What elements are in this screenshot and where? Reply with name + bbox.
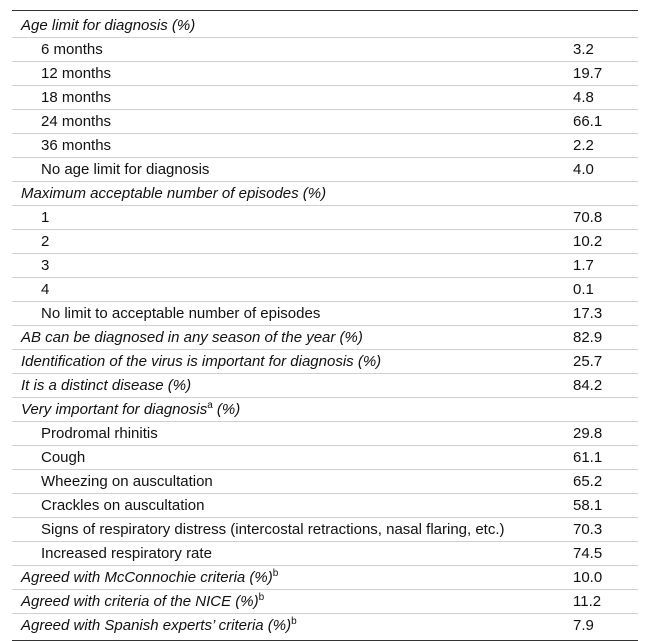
- row-value: 10.2: [573, 233, 603, 250]
- row-label: [12, 185, 573, 202]
- row-value: 61.1: [573, 449, 603, 466]
- row-value: 65.2: [573, 473, 603, 490]
- row-label: [12, 17, 573, 34]
- table-row: [12, 230, 638, 254]
- row-value: 84.2: [573, 377, 603, 394]
- row-label: [12, 209, 573, 226]
- row-label: [12, 593, 573, 610]
- table-section-row: [12, 374, 638, 398]
- row-label-text: 12 months: [41, 65, 112, 82]
- row-label: [12, 497, 573, 514]
- row-label: [12, 41, 573, 58]
- row-label: [12, 545, 573, 562]
- row-label: [12, 329, 573, 346]
- row-label-text: Prodromal rhinitis: [41, 425, 158, 442]
- table-row: [12, 446, 638, 470]
- table-row: [12, 518, 638, 542]
- row-label-text: Agreed with McConnochie criteria (%): [21, 569, 273, 586]
- table-row: [12, 86, 638, 110]
- row-label-suffix: (%): [212, 401, 241, 418]
- row-value: 74.5: [573, 545, 603, 562]
- row-value: 4.8: [573, 89, 594, 106]
- table-section-row: [12, 590, 638, 614]
- table-section-row: [12, 566, 638, 590]
- table-row: [12, 422, 638, 446]
- row-label: [12, 521, 573, 538]
- table-section-row: [12, 182, 638, 206]
- row-label: [12, 425, 573, 442]
- table-row: [12, 494, 638, 518]
- row-label-text: 2: [41, 233, 50, 250]
- row-label: [12, 161, 573, 178]
- table-row: [12, 542, 638, 566]
- row-label-text: Very important for diagnosis: [21, 401, 208, 418]
- row-value: 70.8: [573, 209, 603, 226]
- row-label-text: 18 months: [41, 89, 112, 106]
- row-label-text: Increased respiratory rate: [41, 545, 212, 562]
- table-row: [12, 254, 638, 278]
- footnote-marker: b: [291, 616, 297, 627]
- footnote-marker: a: [207, 400, 213, 411]
- row-value: 4.0: [573, 161, 594, 178]
- table-section-row: [12, 614, 638, 637]
- table-row: [12, 38, 638, 62]
- row-label: [12, 305, 573, 322]
- row-label-text: Wheezing on auscultation: [41, 473, 213, 490]
- table-row: [12, 206, 638, 230]
- row-value: 19.7: [573, 65, 603, 82]
- table-section-row: [12, 14, 638, 38]
- row-value: 29.8: [573, 425, 603, 442]
- row-label-text: 24 months: [41, 113, 112, 130]
- row-value: 0.1: [573, 281, 594, 298]
- row-label-text: Crackles on auscultation: [41, 497, 205, 514]
- row-label: [12, 113, 573, 130]
- row-label: [12, 401, 573, 418]
- survey-results-table: [12, 10, 638, 641]
- row-label-text: No age limit for diagnosis: [41, 161, 210, 178]
- row-label-text: Cough: [41, 449, 86, 466]
- row-label-text: It is a distinct disease (%): [21, 377, 192, 394]
- table-row: [12, 62, 638, 86]
- row-label: [12, 569, 573, 586]
- row-label: [12, 65, 573, 82]
- table-row: [12, 470, 638, 494]
- row-label-text: 6 months: [41, 41, 103, 58]
- table-row: [12, 134, 638, 158]
- row-label-text: 3: [41, 257, 50, 274]
- table-row: [12, 302, 638, 326]
- table-section-row: [12, 350, 638, 374]
- row-label-text: Age limit for diagnosis (%): [21, 17, 196, 34]
- row-value: 11.2: [573, 593, 602, 610]
- footnote-marker: b: [258, 592, 265, 603]
- footnote-marker: b: [272, 568, 279, 579]
- row-value: 10.0: [573, 569, 603, 586]
- table-row: [12, 158, 638, 182]
- row-value: 17.3: [573, 305, 603, 322]
- row-label: [12, 137, 573, 154]
- table-row: [12, 110, 638, 134]
- row-label: [12, 377, 573, 394]
- row-label-text: No limit to acceptable number of episodes: [41, 305, 321, 322]
- row-label-text: 1: [41, 209, 50, 226]
- row-label-text: Agreed with Spanish experts’ criteria (%): [21, 617, 292, 634]
- row-label-text: Agreed with criteria of the NICE (%): [21, 593, 259, 610]
- row-value: 82.9: [573, 329, 603, 346]
- row-label: [12, 449, 573, 466]
- row-value: 25.7: [573, 353, 603, 370]
- row-value: 1.7: [573, 257, 594, 274]
- row-label: [12, 353, 573, 370]
- row-label-text: Maximum acceptable number of episodes (%): [21, 185, 327, 202]
- table-section-row: [12, 398, 638, 422]
- row-value: 3.2: [573, 41, 594, 58]
- row-value: 58.1: [573, 497, 603, 514]
- row-label-text: 36 months: [41, 137, 112, 154]
- row-label-text: 4: [41, 281, 50, 298]
- table-row: [12, 278, 638, 302]
- row-label: [12, 233, 573, 250]
- row-label: [12, 617, 573, 634]
- row-label: [12, 89, 573, 106]
- row-value: 7.9: [573, 617, 594, 634]
- row-value: 2.2: [573, 137, 594, 154]
- table-section-row: [12, 326, 638, 350]
- row-label-text: Identification of the virus is important for diagnosis (%): [21, 353, 382, 370]
- row-label-text: Signs of respiratory distress (intercostal retractions, nasal flaring, etc.): [41, 521, 505, 538]
- row-label: [12, 257, 573, 274]
- row-value: 66.1: [573, 113, 603, 130]
- row-label-text: AB can be diagnosed in any season of the year (%): [21, 329, 363, 346]
- row-value: 70.3: [573, 521, 603, 538]
- row-label: [12, 281, 573, 298]
- row-label: [12, 473, 573, 490]
